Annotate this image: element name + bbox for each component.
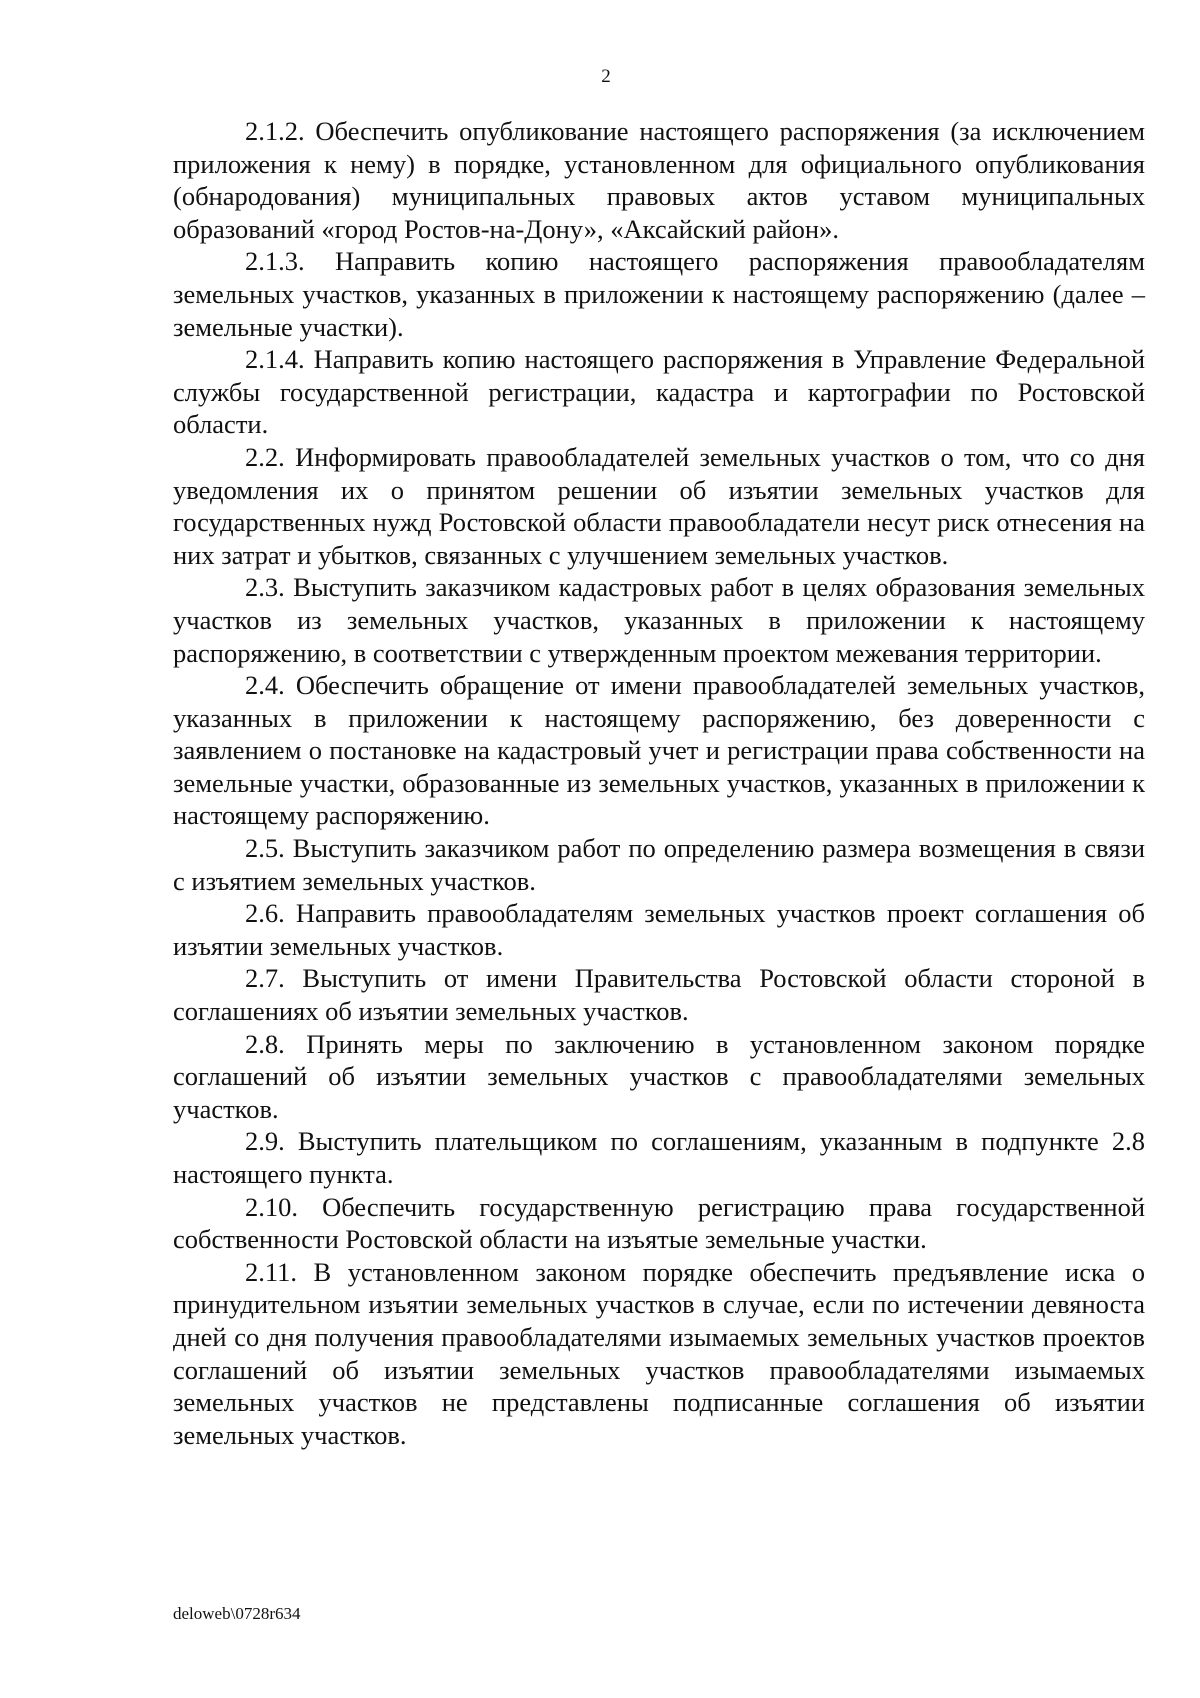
paragraph-2-10: 2.10. Обеспечить государственную регистрацию права государственной собственности Ростовской области на изъятые земельные участки. bbox=[173, 1191, 1145, 1255]
paragraph-2-2: 2.2. Информировать правообладателей земельных участков о том, что со дня уведомления их о принятом решении об изъятии земельных участков для государственных нужд Ростовской области правообладатели несут риск отнесения на них затрат и убытков, связанных с улучшением земельных участков. bbox=[173, 441, 1145, 570]
paragraph-2-4: 2.4. Обеспечить обращение от имени правообладателей земельных участков, указанных в приложении к настоящему распоряжению, без доверенности с заявлением о постановке на кадастровый учет и регистрации права собственности на земельные участки, образованные из земельных участков, указанных в приложении к настоящему распоряжению. bbox=[173, 670, 1145, 831]
paragraph-2-1-4: 2.1.4. Направить копию настоящего распоряжения в Управление Федеральной службы государственной регистрации, кадастра и картографии по Ростовской области. bbox=[173, 344, 1145, 440]
paragraph-2-5: 2.5. Выступить заказчиком работ по определению размера возмещения в связи с изъятием земельных участков. bbox=[173, 833, 1145, 896]
paragraph-2-9: 2.9. Выступить плательщиком по соглашениям, указанным в подпункте 2.8 настоящего пункта. bbox=[173, 1126, 1145, 1189]
document-reference: deloweb\0728r634 bbox=[173, 1604, 301, 1623]
paragraph-2-11: 2.11. В установленном законом порядке обеспечить предъявление иска о принудительном изъятии земельных участков в случае, если по истечении девяноста дней со дня получения правообладателями изымаемых земельных участков проектов соглашений об изъятии земельных участков правообладателями изымаемых земельных участков не представлены подписанные соглашения об изъятии земельных участков. bbox=[173, 1256, 1145, 1450]
document-body bbox=[173, 115, 1145, 1451]
paragraph-2-3: 2.3. Выступить заказчиком кадастровых работ в целях образования земельных участков из земельных участков, указанных в приложении к настоящему распоряжению, в соответствии с утвержденным проектом межевания территории. bbox=[173, 572, 1145, 668]
paragraph-2-8: 2.8. Принять меры по заключению в установленном законом порядке соглашений об изъятии земельных участков с правообладателями земельных участков. bbox=[173, 1028, 1145, 1124]
page-number: 2 bbox=[601, 66, 611, 87]
paragraph-2-1-2: 2.1.2. Обеспечить опубликование настоящего распоряжения (за исключением приложения к нему) в порядке, установленном для официального опубликования (обнародования) муниципальных правовых актов уставом муниципальных образований «город Ростов-на-Дону», «Аксайский район». bbox=[173, 116, 1145, 244]
paragraph-2-6: 2.6. Направить правообладателям земельных участков проект соглашения об изъятии земельных участков. bbox=[173, 898, 1145, 961]
paragraph-2-7: 2.7. Выступить от имени Правительства Ростовской области стороной в соглашениях об изъятии земельных участков. bbox=[173, 963, 1145, 1027]
paragraph-2-1-3: 2.1.3. Направить копию настоящего распоряжения правообладателям земельных участков, указанных в приложении к настоящему распоряжению (далее – земельные участки). bbox=[173, 246, 1145, 342]
